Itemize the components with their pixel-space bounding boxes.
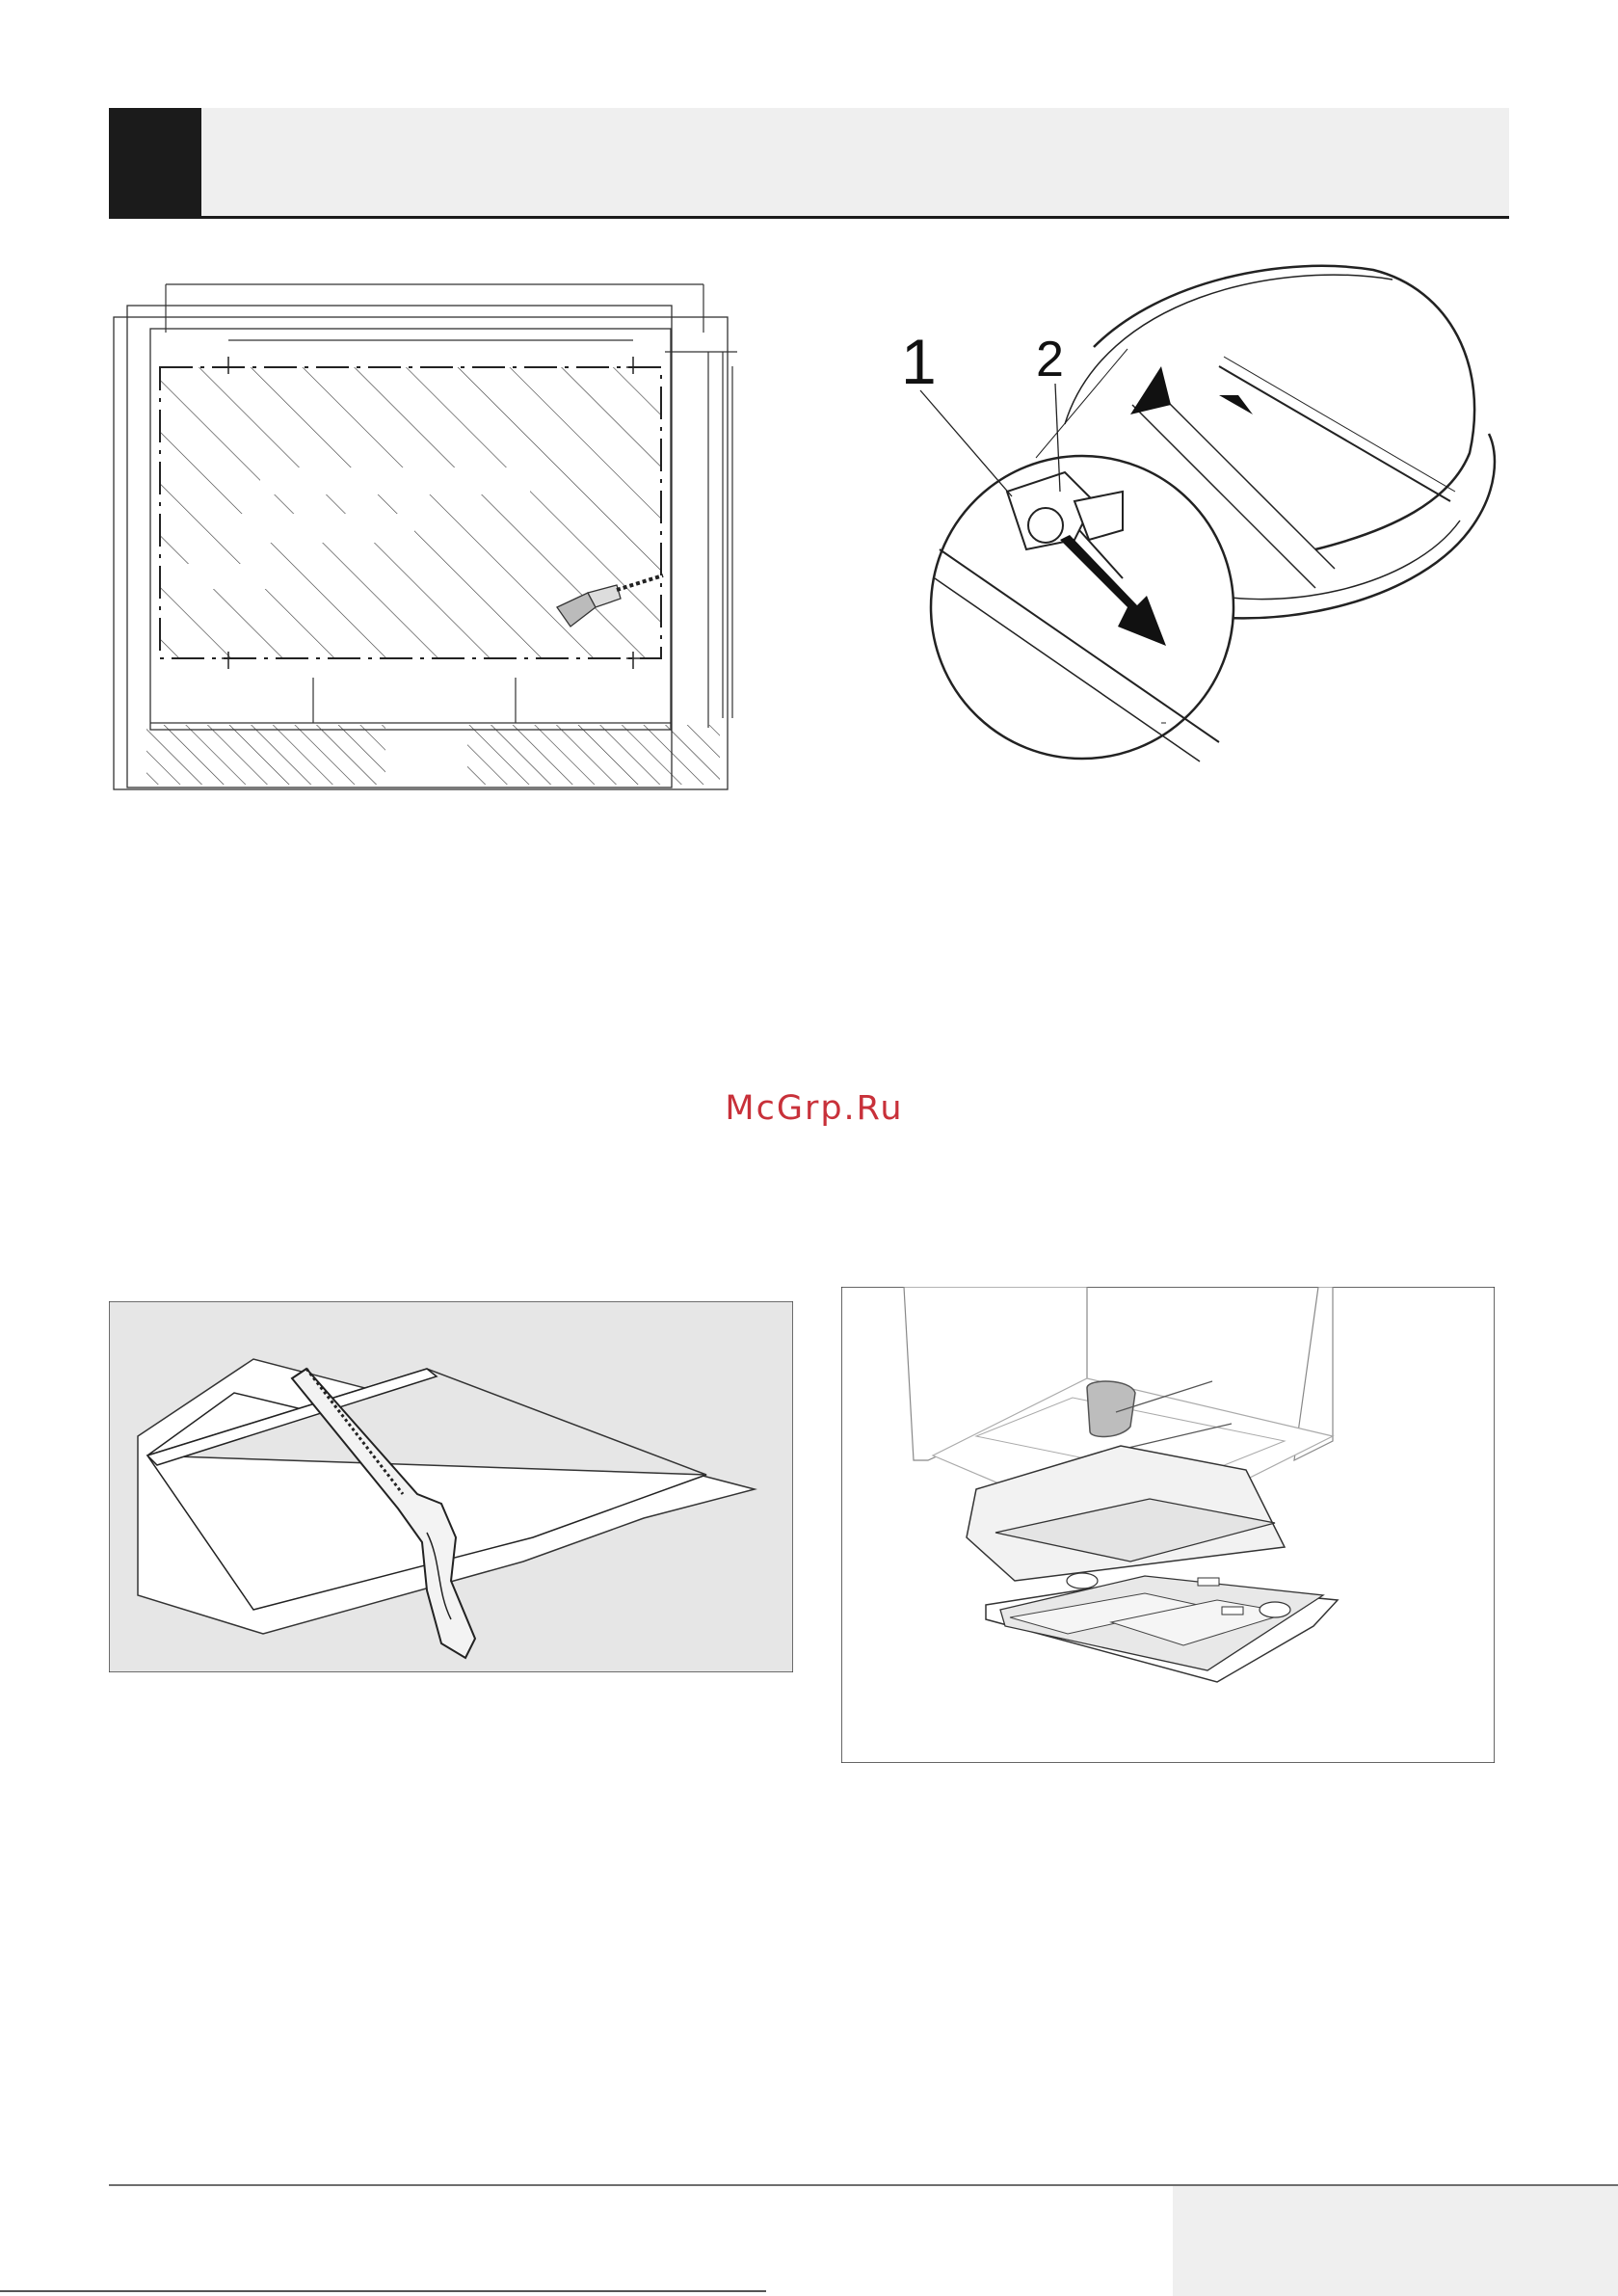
watermark-text: McGrp.Ru xyxy=(725,1089,904,1128)
cutout-template-figure xyxy=(106,275,737,790)
callout-label-1: 1 xyxy=(901,326,937,397)
section-marker-block xyxy=(109,108,201,217)
sawing-cutout-figure xyxy=(109,1301,793,1672)
footer-page-block xyxy=(1173,2186,1618,2296)
header-band xyxy=(109,108,1509,217)
valve-detail-figure xyxy=(872,260,1503,771)
footer-bottom-line xyxy=(0,2290,766,2292)
hood-installation-figure xyxy=(841,1287,1495,1763)
header-rule xyxy=(109,216,1509,219)
callout-label-2: 2 xyxy=(1036,332,1064,387)
